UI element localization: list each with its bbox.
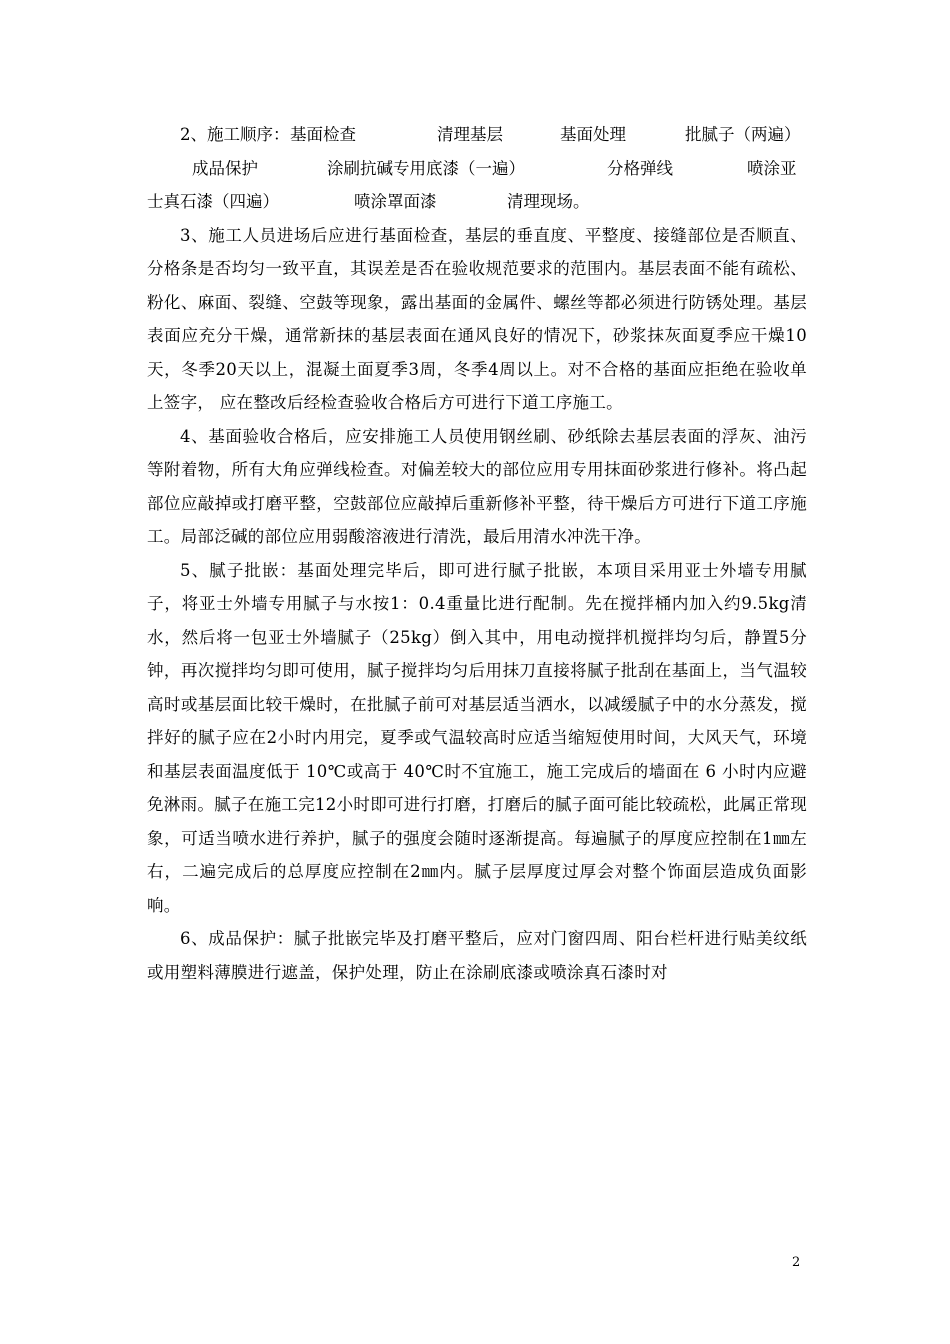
sequence-step: 士真石漆（四遍）: [147, 192, 279, 211]
paragraph-base-cleaning: 4、基面验收合格后，应安排施工人员使用钢丝刷、砂纸除去基层表面的浮灰、油污等附着物，所有大角应弹线检查。对偏差较大的部位应用专用抹面砂浆进行修补。将凸起部位应敲掉或打磨平整，空鼓部位应敲掉后重新修补平整，待干燥后方可进行下道工序施工。局部泛碱的部位应用弱酸溶液进行清洗，最后用清水冲洗干净。: [147, 426, 807, 546]
sequence-step: 基面检查: [290, 125, 356, 144]
sequence-step: 分格弹线: [607, 158, 673, 178]
sequence-step: 喷涂亚: [747, 158, 797, 178]
sequence-step: 清理基层: [437, 125, 503, 144]
sequence-step: 喷涂罩面漆: [354, 192, 437, 211]
paragraph-putty-application: 5、腻子批嵌：基面处理完毕后，即可进行腻子批嵌，本项目采用亚士外墙专用腻子，将亚士外墙专用腻子与水按1：0.4重量比进行配制。先在搅拌桶内加入约9.5kg清水，然后将一包亚士外墙腻子（25kg）倒入其中，用电动搅拌机搅拌均匀后，静置5分钟，再次搅拌均匀即可使用，腻子搅拌均匀后用抹刀直接将腻子批刮在基面上，当气温较高时或基层面比较干燥时，在批腻子前可对基层适当洒水，以减缓腻子中的水分蒸发，搅拌好的腻子应在2小时内用完，夏季或气温较高时应适当缩短使用时间，大风天气，环境和基层表面温度低于 10℃或高于 40℃时不宜施工，施工完成后的墙面在 6 小时内应避免淋雨。腻子在施工完12小时即可进行打磨，打磨后的腻子面可能比较疏松，此属正常现象，可适当喷水进行养护，腻子的强度会随时逐渐提高。每遍腻子的厚度应控制在1㎜左右，二遍完成后的总厚度应控制在2㎜内。腻子层厚度过厚会对整个饰面层造成负面影响。: [147, 560, 807, 915]
document-body: [147, 118, 807, 989]
sequence-step: 批腻子（两遍）: [685, 125, 801, 144]
sequence-line-3: [147, 185, 807, 219]
sequence-line-1: [147, 118, 807, 152]
sequence-step: 基面处理: [560, 125, 626, 144]
paragraph-base-inspection: 3、施工人员进场后应进行基面检查，基层的垂直度、平整度、接缝部位是否顺直、分格条是否均匀一致平直，其误差是否在验收规范要求的范围内。基层表面不能有疏松、粉化、麻面、裂缝、空鼓等现象，露出基面的金属件、螺丝等都必须进行防锈处理。基层表面应充分干燥，通常新抹的基层表面在通风良好的情况下，砂浆抹灰面夏季应干燥10天，冬季20天以上，混凝土面夏季3周，冬季4周以上。对不合格的基面应拒绝在验收单上签字， 应在整改后经检查验收合格后方可进行下道工序施工。: [147, 225, 807, 412]
sequence-step: 清理现场。: [507, 192, 590, 211]
page-number: 2: [792, 1255, 801, 1270]
sequence-intro: 2、施工顺序：: [180, 125, 290, 144]
sequence-step: 涂刷抗碱专用底漆（一遍）: [327, 158, 525, 178]
sequence-step: 成品保护: [192, 158, 258, 178]
sequence-line-2: [147, 152, 807, 186]
paragraph-product-protection: 6、成品保护：腻子批嵌完毕及打磨平整后，应对门窗四周、阳台栏杆进行贴美纹纸或用塑料薄膜进行遮盖，保护处理，防止在涂刷底漆或喷涂真石漆时对: [147, 929, 807, 982]
